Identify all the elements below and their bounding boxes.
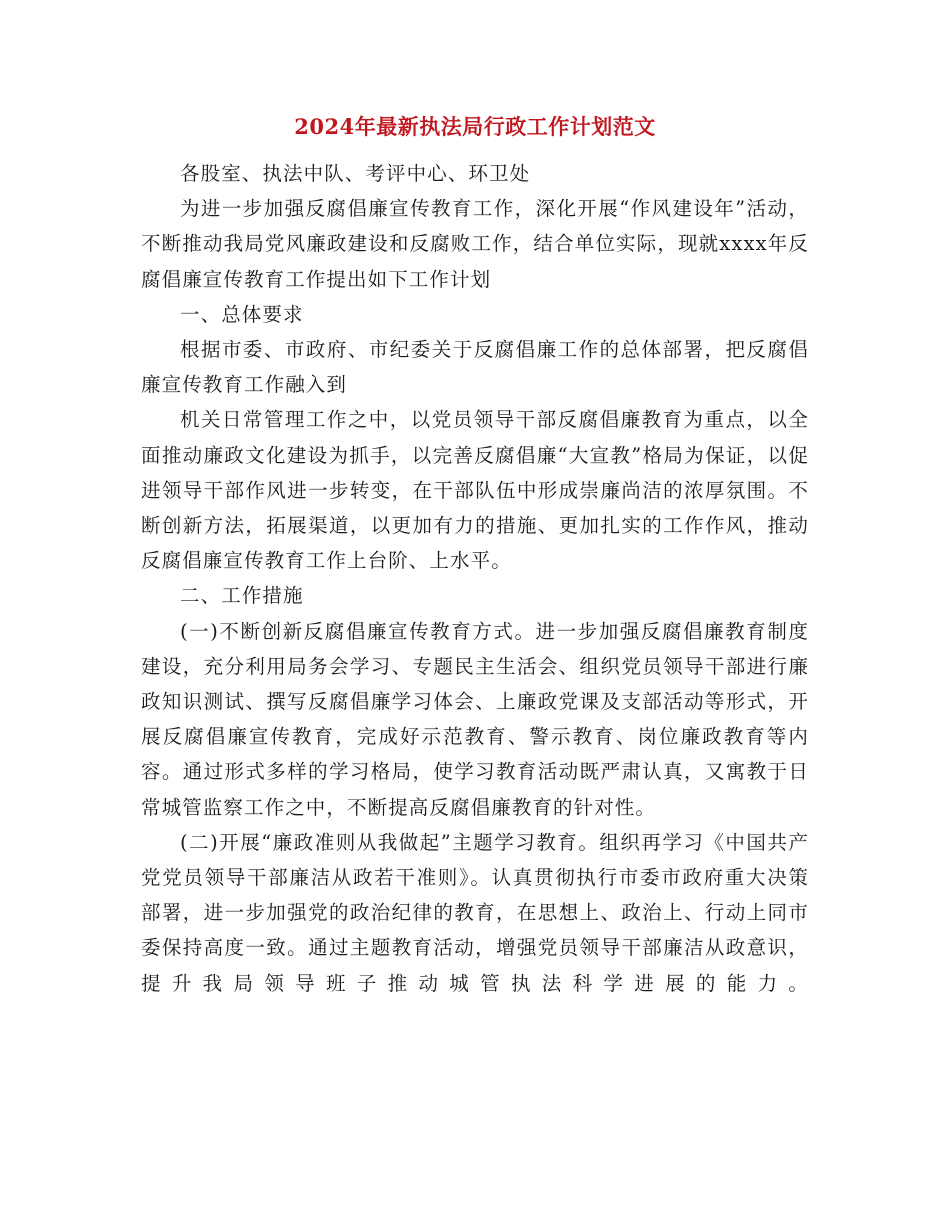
document-title: 2024年最新执法局行政工作计划范文	[294, 114, 656, 139]
paragraph-general-2: 机关日常管理工作之中，以党员领导干部反腐倡廉教育为重点，以全面推动廉政文化建设为抓手，以完善反腐倡廉“大宣教”格局为保证，以促进领导干部作风进一步转变，在干部队伍中形成崇廉尚洁的浓厚氛围。不断创新方法，拓展渠道，以更加有力的措施、更加扎实的工作作风，推动反腐倡廉宣传教育工作上台阶、上水平。	[141, 408, 809, 573]
paragraph-recipients: 各股室、执法中队、考评中心、环卫处	[180, 162, 531, 185]
section-heading-1: 一、总体要求	[180, 302, 304, 326]
document-body	[141, 156, 809, 1001]
paragraph-measure-2: (二)开展“廉政准则从我做起”主题学习教育。组织再学习《中国共产党党员领导干部廉洁从政若干准则》。认真贯彻执行市委市政府重大决策部署，进一步加强党的政治纪律的教育，在思想上、政治上、行动上同市委保持高度一致。通过主题教育活动，增强党员领导干部廉洁从政意识，提升我局领导班子推动城管执法科学进展的能力。	[141, 830, 809, 995]
paragraph-general-1: 根据市委、市政府、市纪委关于反腐倡廉工作的总体部署，把反腐倡廉宣传教育工作融入到	[141, 338, 809, 397]
section-heading-2: 二、工作措施	[180, 584, 304, 608]
paragraph-intro: 为进一步加强反腐倡廉宣传教育工作，深化开展“作风建设年”活动，不断推动我局党风廉政建设和反腐败工作，结合单位实际，现就xxxx年反腐倡廉宣传教育工作提出如下工作计划	[141, 197, 809, 291]
paragraph-measure-1: (一)不断创新反腐倡廉宣传教育方式。进一步加强反腐倡廉教育制度建设，充分利用局务会学习、专题民主生活会、组织党员领导干部进行廉政知识测试、撰写反腐倡廉学习体会、上廉政党课及支部活动等形式，开展反腐倡廉宣传教育，完成好示范教育、警示教育、岗位廉政教育等内容。通过形式多样的学习格局，使学习教育活动既严肃认真，又寓教于日常城管监察工作之中，不断提高反腐倡廉教育的针对性。	[141, 619, 809, 819]
